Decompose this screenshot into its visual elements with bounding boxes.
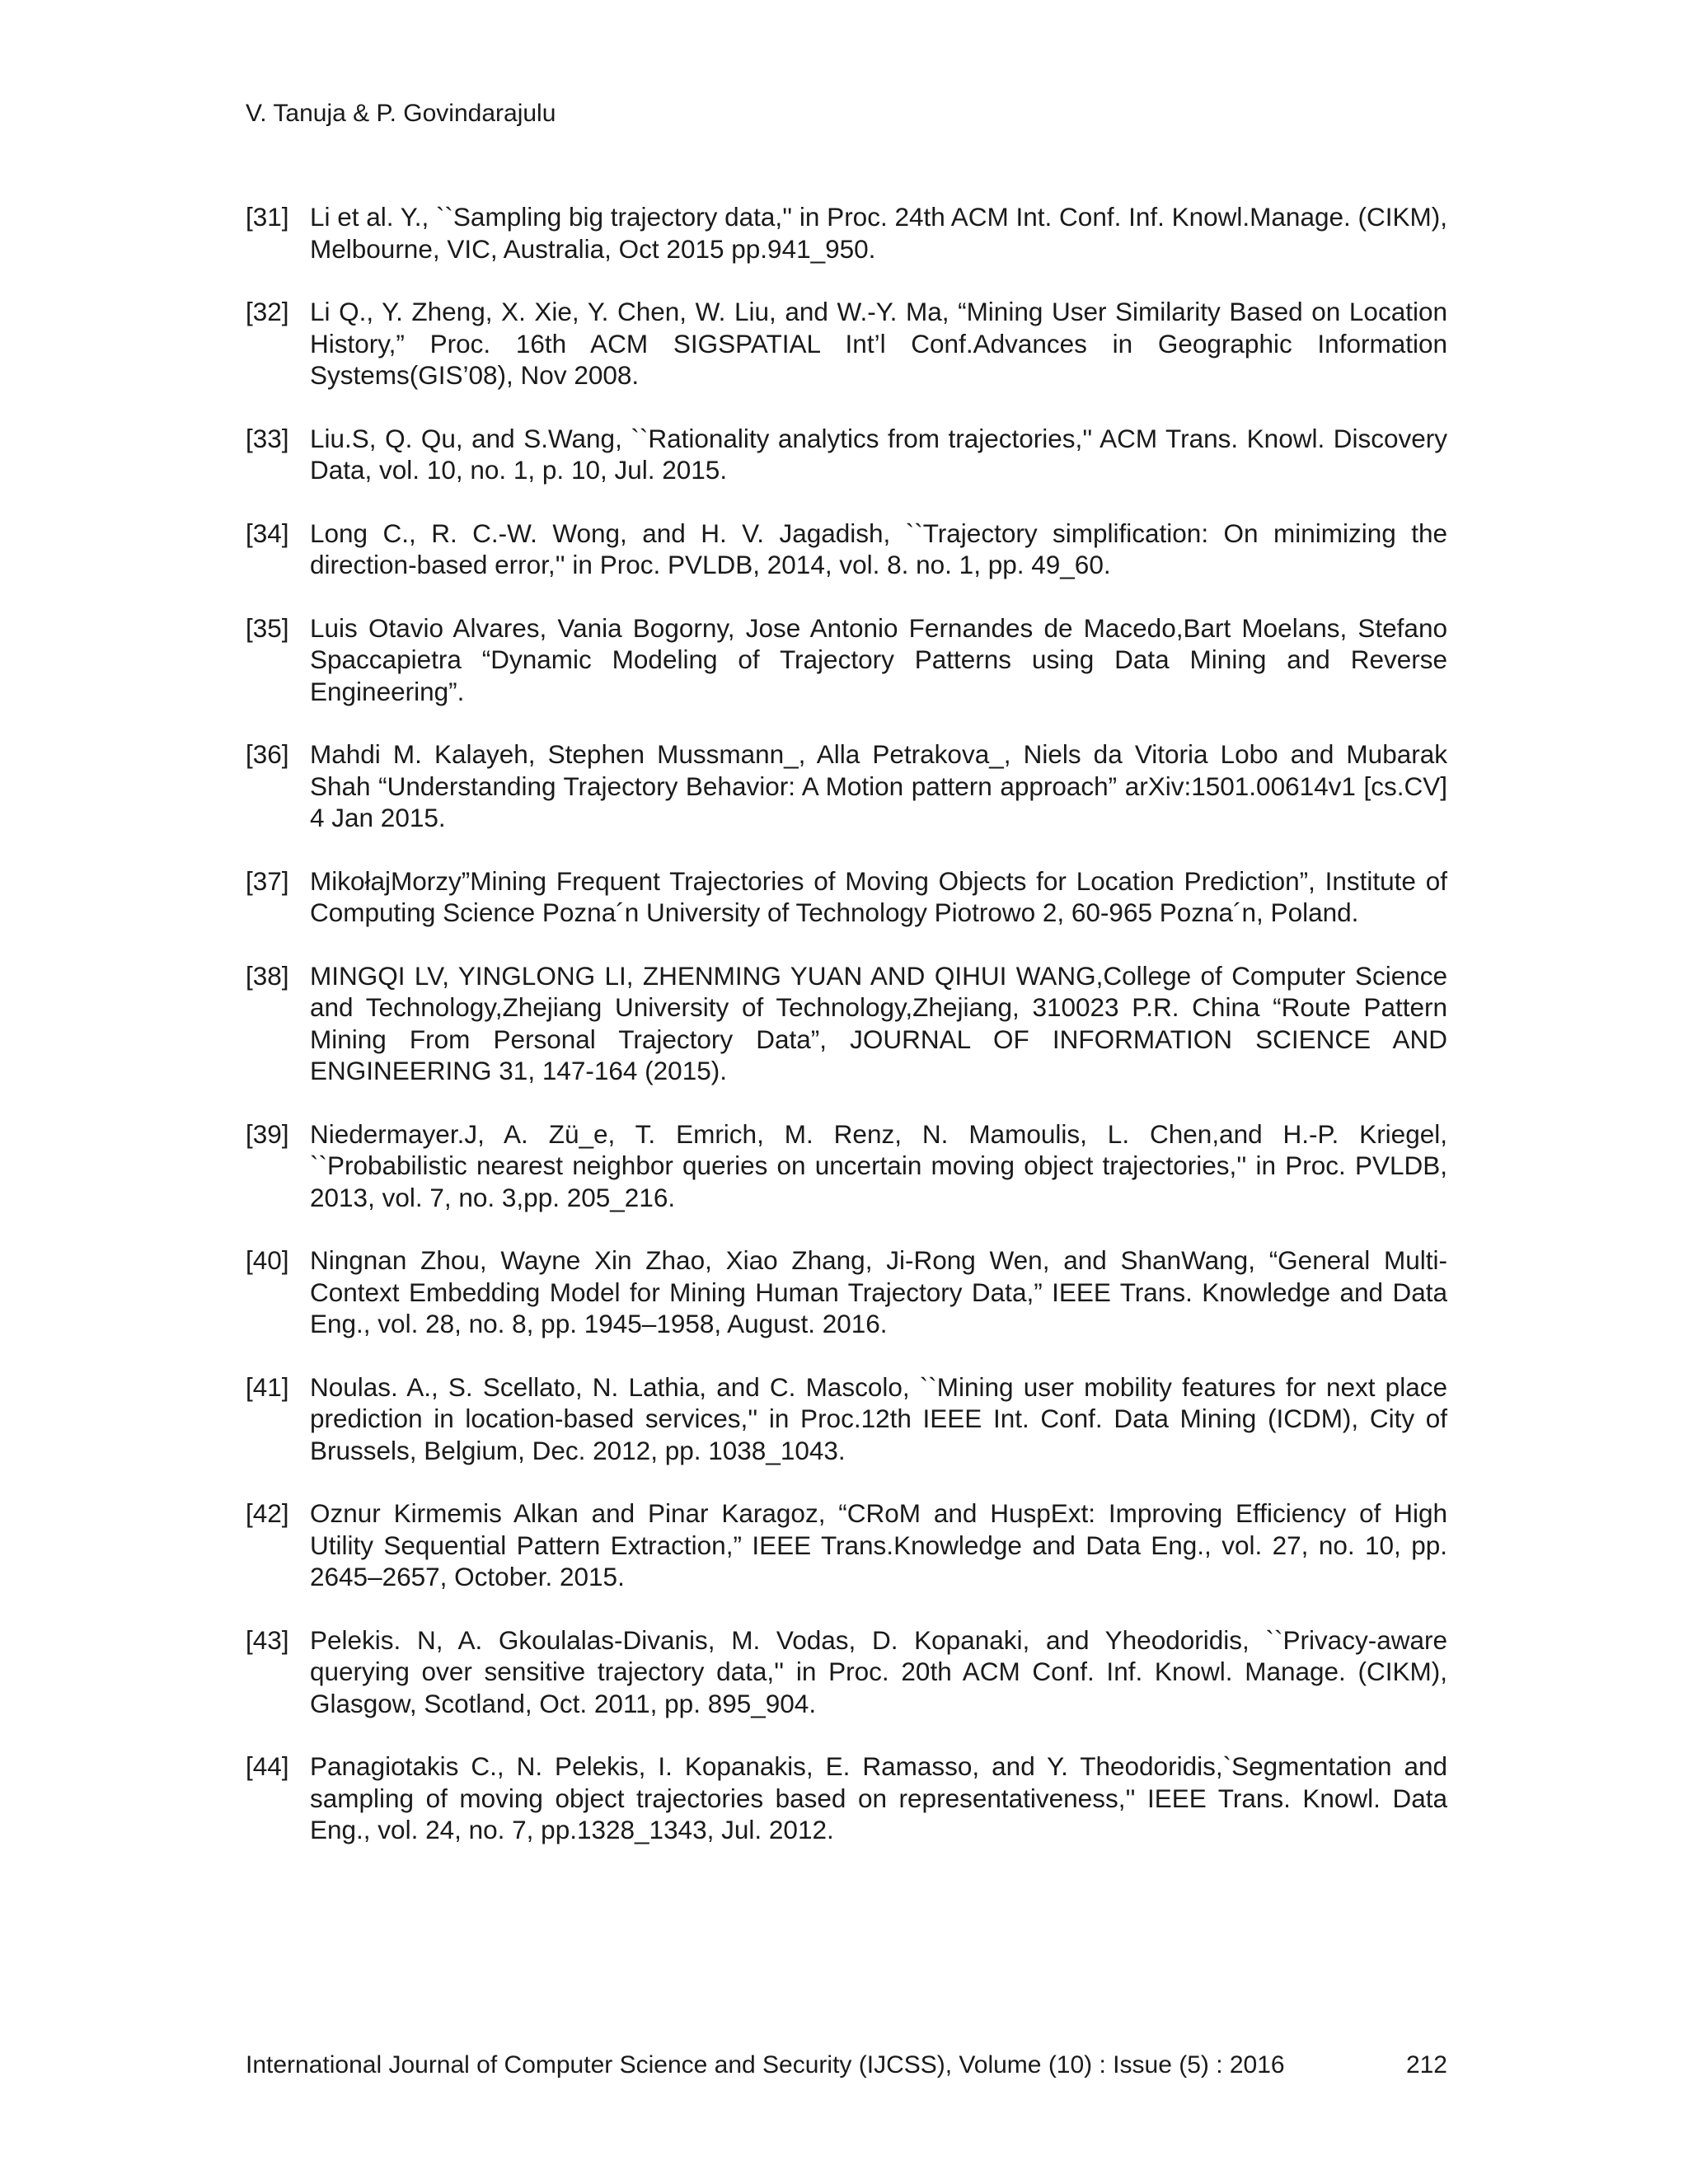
footer-journal-citation: International Journal of Computer Science and Security (IJCSS), Volume (10) : Issue (5) : 2016 (246, 2051, 1285, 2079)
reference-item (246, 738, 1447, 834)
reference-list (246, 201, 1447, 1877)
reference-text: MikołajMorzy”Mining Frequent Trajectories of Moving Objects for Location Prediction”, Institute of Computing Science Pozna´n University of Technology Piotrowo 2, 60-965 Pozna´n, Poland. (310, 865, 1447, 927)
reference-item (246, 518, 1447, 581)
reference-number: [35] (246, 612, 289, 643)
reference-item (246, 423, 1447, 486)
reference-number: [37] (246, 865, 289, 896)
reference-item (246, 1244, 1447, 1340)
reference-item (246, 1118, 1447, 1214)
reference-text: Noulas. A., S. Scellato, N. Lathia, and C. Mascolo, ``Mining user mobility features for next place prediction in location-based services,'' in Proc.12th IEEE Int. Conf. Data Mining (ICDM), City of Brussels, Belgium, Dec. 2012, pp. 1038_1043. (310, 1371, 1447, 1465)
reference-text: Liu.S, Q. Qu, and S.Wang, ``Rationality analytics from trajectories,'' ACM Trans. Knowl. Discovery Data, vol. 10, no. 1, p. 10, Jul. 2015. (310, 423, 1447, 485)
reference-number: [36] (246, 739, 289, 769)
reference-text: MINGQI LV, YINGLONG LI, ZHENMING YUAN AND QIHUI WANG,College of Computer Science and Technology,Zhejiang University of Technology,Zhejiang, 310023 P.R. China “Route Pattern Mining From Personal Trajectory Data”, JOURNAL OF INFORMATION SCIENCE AND ENGINEERING 31, 147-164 (2015). (310, 960, 1447, 1085)
reference-number: [31] (246, 202, 289, 232)
reference-text: Li Q., Y. Zheng, X. Xie, Y. Chen, W. Liu, and W.-Y. Ma, “Mining User Similarity Based on Location History,” Proc. 16th ACM SIGSPATIAL Int’l Conf.Advances in Geographic Information Systems(GIS’08), Nov 2008. (310, 297, 1447, 390)
reference-item (246, 1371, 1447, 1467)
reference-number: [40] (246, 1245, 289, 1275)
reference-item (246, 1497, 1447, 1593)
reference-text: Mahdi M. Kalayeh, Stephen Mussmann_, Alla Petrakova_, Niels da Vitoria Lobo and Mubarak Shah “Understanding Trajectory Behavior: A Motion pattern approach” arXiv:1501.00614v1 [cs.CV] 4 Jan 2015. (310, 739, 1447, 832)
reference-number: [38] (246, 960, 289, 991)
running-header-authors: V. Tanuja & P. Govindarajulu (246, 100, 556, 127)
reference-item (246, 1750, 1447, 1846)
reference-text: Ningnan Zhou, Wayne Xin Zhao, Xiao Zhang, Ji-Rong Wen, and ShanWang, “General Multi-Context Embedding Model for Mining Human Trajectory Data,” IEEE Trans. Knowledge and Data Eng., vol. 28, no. 8, pp. 1945–1958, August. 2016. (310, 1245, 1447, 1338)
reference-item (246, 612, 1447, 708)
reference-item (246, 960, 1447, 1087)
reference-text: Pelekis. N, A. Gkoulalas-Divanis, M. Vodas, D. Kopanaki, and Yheodoridis, ``Privacy-aware querying over sensitive trajectory data,'' in Proc. 20th ACM Conf. Inf. Knowl. Manage. (CIKM), Glasgow, Scotland, Oct. 2011, pp. 895_904. (310, 1624, 1447, 1718)
reference-item (246, 201, 1447, 265)
reference-number: [41] (246, 1371, 289, 1402)
reference-text: Panagiotakis C., N. Pelekis, I. Kopanakis, E. Ramasso, and Y. Theodoridis,`Segmentation and sampling of moving object trajectories based on representativeness,'' IEEE Trans. Knowl. Data Eng., vol. 24, no. 7, pp.1328_1343, Jul. 2012. (310, 1751, 1447, 1844)
reference-text: Long C., R. C.-W. Wong, and H. V. Jagadish, ``Trajectory simplification: On minimizing the direction-based error,'' in Proc. PVLDB, 2014, vol. 8. no. 1, pp. 49_60. (310, 518, 1447, 579)
reference-text: Luis Otavio Alvares, Vania Bogorny, Jose Antonio Fernandes de Macedo,Bart Moelans, Stefano Spaccapietra “Dynamic Modeling of Trajectory Patterns using Data Mining and Reverse Engineering”. (310, 612, 1447, 706)
reference-item (246, 1624, 1447, 1720)
reference-item (246, 296, 1447, 391)
reference-number: [42] (246, 1498, 289, 1528)
reference-number: [34] (246, 518, 289, 548)
footer-page-number: 212 (1405, 2051, 1447, 2079)
reference-text: Oznur Kirmemis Alkan and Pinar Karagoz, “CRoM and HuspExt: Improving Efficiency of High Utility Sequential Pattern Extraction,” IEEE Trans.Knowledge and Data Eng., vol. 27, no. 10, pp. 2645–2657, October. 2015. (310, 1498, 1447, 1591)
reference-number: [33] (246, 423, 289, 453)
reference-text: Niedermayer.J, A. Zü_e, T. Emrich, M. Renz, N. Mamoulis, L. Chen,and H.-P. Kriegel, ``Probabilistic nearest neighbor queries on uncertain moving object trajectories,'' in Proc. PVLDB, 2013, vol. 7, no. 3,pp. 205_216. (310, 1118, 1447, 1212)
reference-number: [39] (246, 1118, 289, 1149)
reference-number: [44] (246, 1751, 289, 1781)
reference-item (246, 865, 1447, 929)
reference-text: Li et al. Y., ``Sampling big trajectory data,'' in Proc. 24th ACM Int. Conf. Inf. Knowl.Manage. (CIKM), Melbourne, VIC, Australia, Oct 2015 pp.941_950. (310, 202, 1447, 264)
reference-number: [43] (246, 1624, 289, 1655)
reference-number: [32] (246, 297, 289, 326)
